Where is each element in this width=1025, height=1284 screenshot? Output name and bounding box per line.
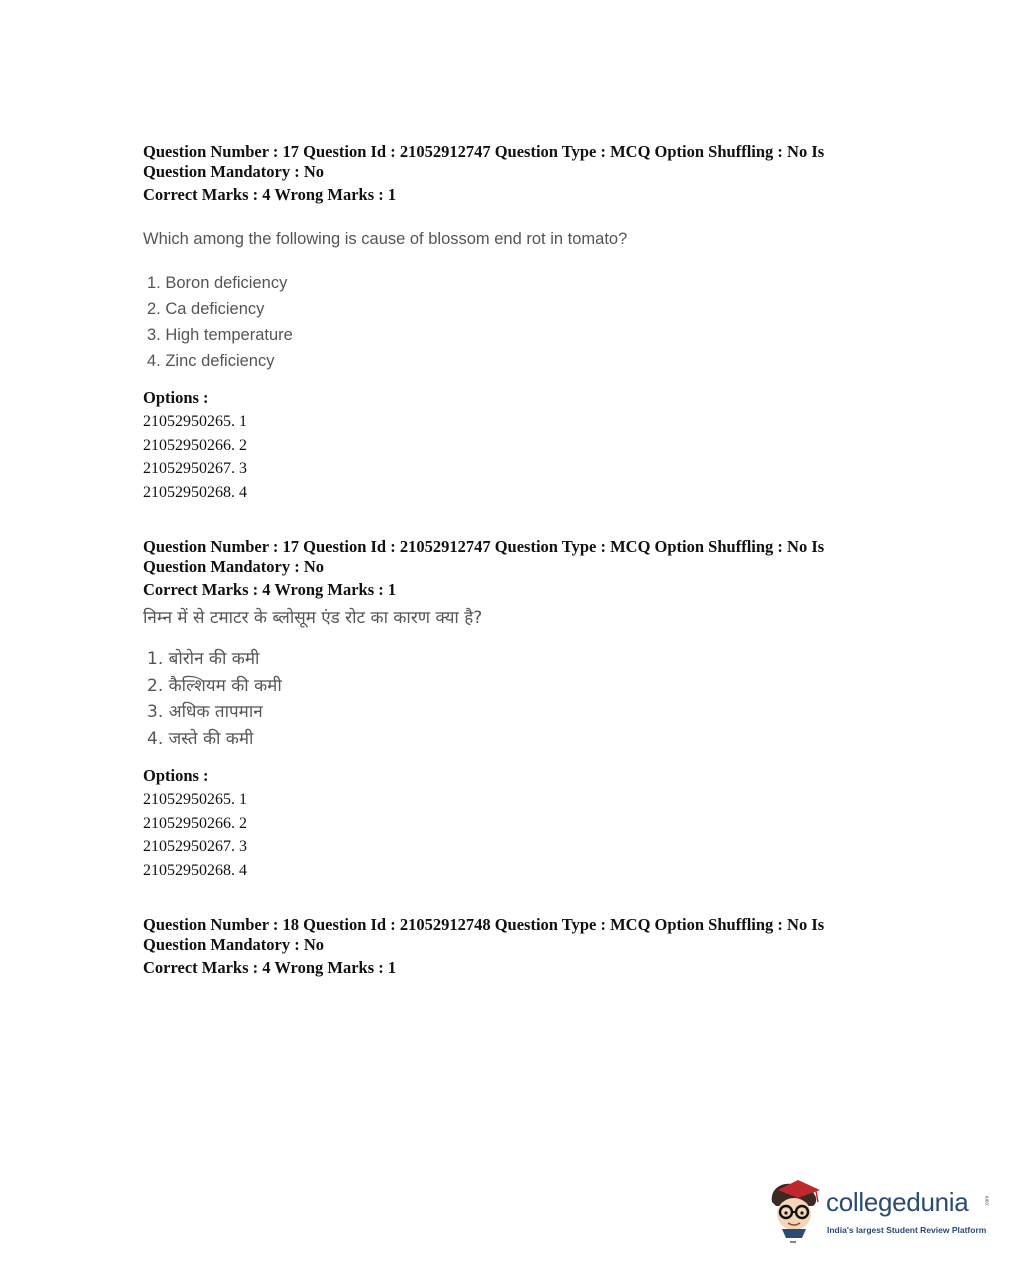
question-meta-line: Question Number : 18 Question Id : 21052912748 Question Type : MCQ Option Shuffling : No Is bbox=[143, 915, 825, 934]
question-header bbox=[143, 915, 883, 978]
question-meta-line: Question Number : 17 Question Id : 21052912747 Question Type : MCQ Option Shuffling : No Is bbox=[143, 142, 825, 161]
marks-line: Correct Marks : 4 Wrong Marks : 1 bbox=[143, 185, 397, 204]
option-id: 21052950268. 4 bbox=[143, 862, 247, 880]
choice-item: 4. जस्ते की कमी bbox=[147, 728, 254, 749]
option-id: 21052950266. 2 bbox=[143, 814, 247, 832]
question-stem: Which among the following is cause of blossom end rot in tomato? bbox=[143, 230, 628, 248]
choice-item: 1. बोरोन की कमी bbox=[147, 649, 260, 669]
option-id: 21052950265. 1 bbox=[143, 791, 247, 808]
question-meta-line: Question Number : 17 Question Id : 21052912747 Question Type : MCQ Option Shuffling : No Is bbox=[143, 537, 825, 556]
marks-line: Correct Marks : 4 Wrong Marks : 1 bbox=[143, 580, 397, 599]
question-mandatory: Question Mandatory : No bbox=[143, 935, 325, 954]
question-stem: निम्न में से टमाटर के ब्लोसूम एंड रोट का कारण क्या है? bbox=[143, 608, 483, 628]
options-label: Options : bbox=[143, 766, 209, 785]
option-id: 21052950268. 4 bbox=[143, 484, 247, 502]
choice-list bbox=[147, 646, 282, 752]
question-header bbox=[143, 142, 883, 205]
choice-item: 4. Zinc deficiency bbox=[147, 352, 275, 370]
marks-line: Correct Marks : 4 Wrong Marks : 1 bbox=[143, 958, 397, 977]
options-label: Options : bbox=[143, 388, 209, 407]
choice-item: 2. कैल्शियम की कमी bbox=[147, 675, 282, 696]
collegedunia-logo bbox=[766, 1176, 991, 1246]
option-id: 21052950267. 3 bbox=[143, 460, 247, 478]
options-block bbox=[143, 764, 247, 883]
option-id: 21052950267. 3 bbox=[143, 838, 247, 856]
question-header bbox=[143, 537, 883, 600]
choice-list bbox=[147, 270, 293, 374]
choice-item: 1. Boron deficiency bbox=[147, 274, 288, 292]
question-mandatory: Question Mandatory : No bbox=[143, 557, 325, 576]
brand-tagline: India's largest Student Review Platform bbox=[827, 1225, 987, 1235]
brand-name: collegedunia bbox=[826, 1187, 969, 1217]
option-id: 21052950266. 2 bbox=[143, 436, 247, 454]
choice-item: 3. High temperature bbox=[147, 326, 293, 344]
choice-item: 3. अधिक तापमान bbox=[147, 702, 263, 722]
question-mandatory: Question Mandatory : No bbox=[143, 162, 325, 181]
mascot-icon bbox=[766, 1176, 826, 1246]
option-id: 21052950265. 1 bbox=[143, 413, 247, 430]
options-block bbox=[143, 386, 247, 505]
choice-item: 2. Ca deficiency bbox=[147, 300, 265, 318]
brand-suffix: .com bbox=[984, 1195, 991, 1207]
